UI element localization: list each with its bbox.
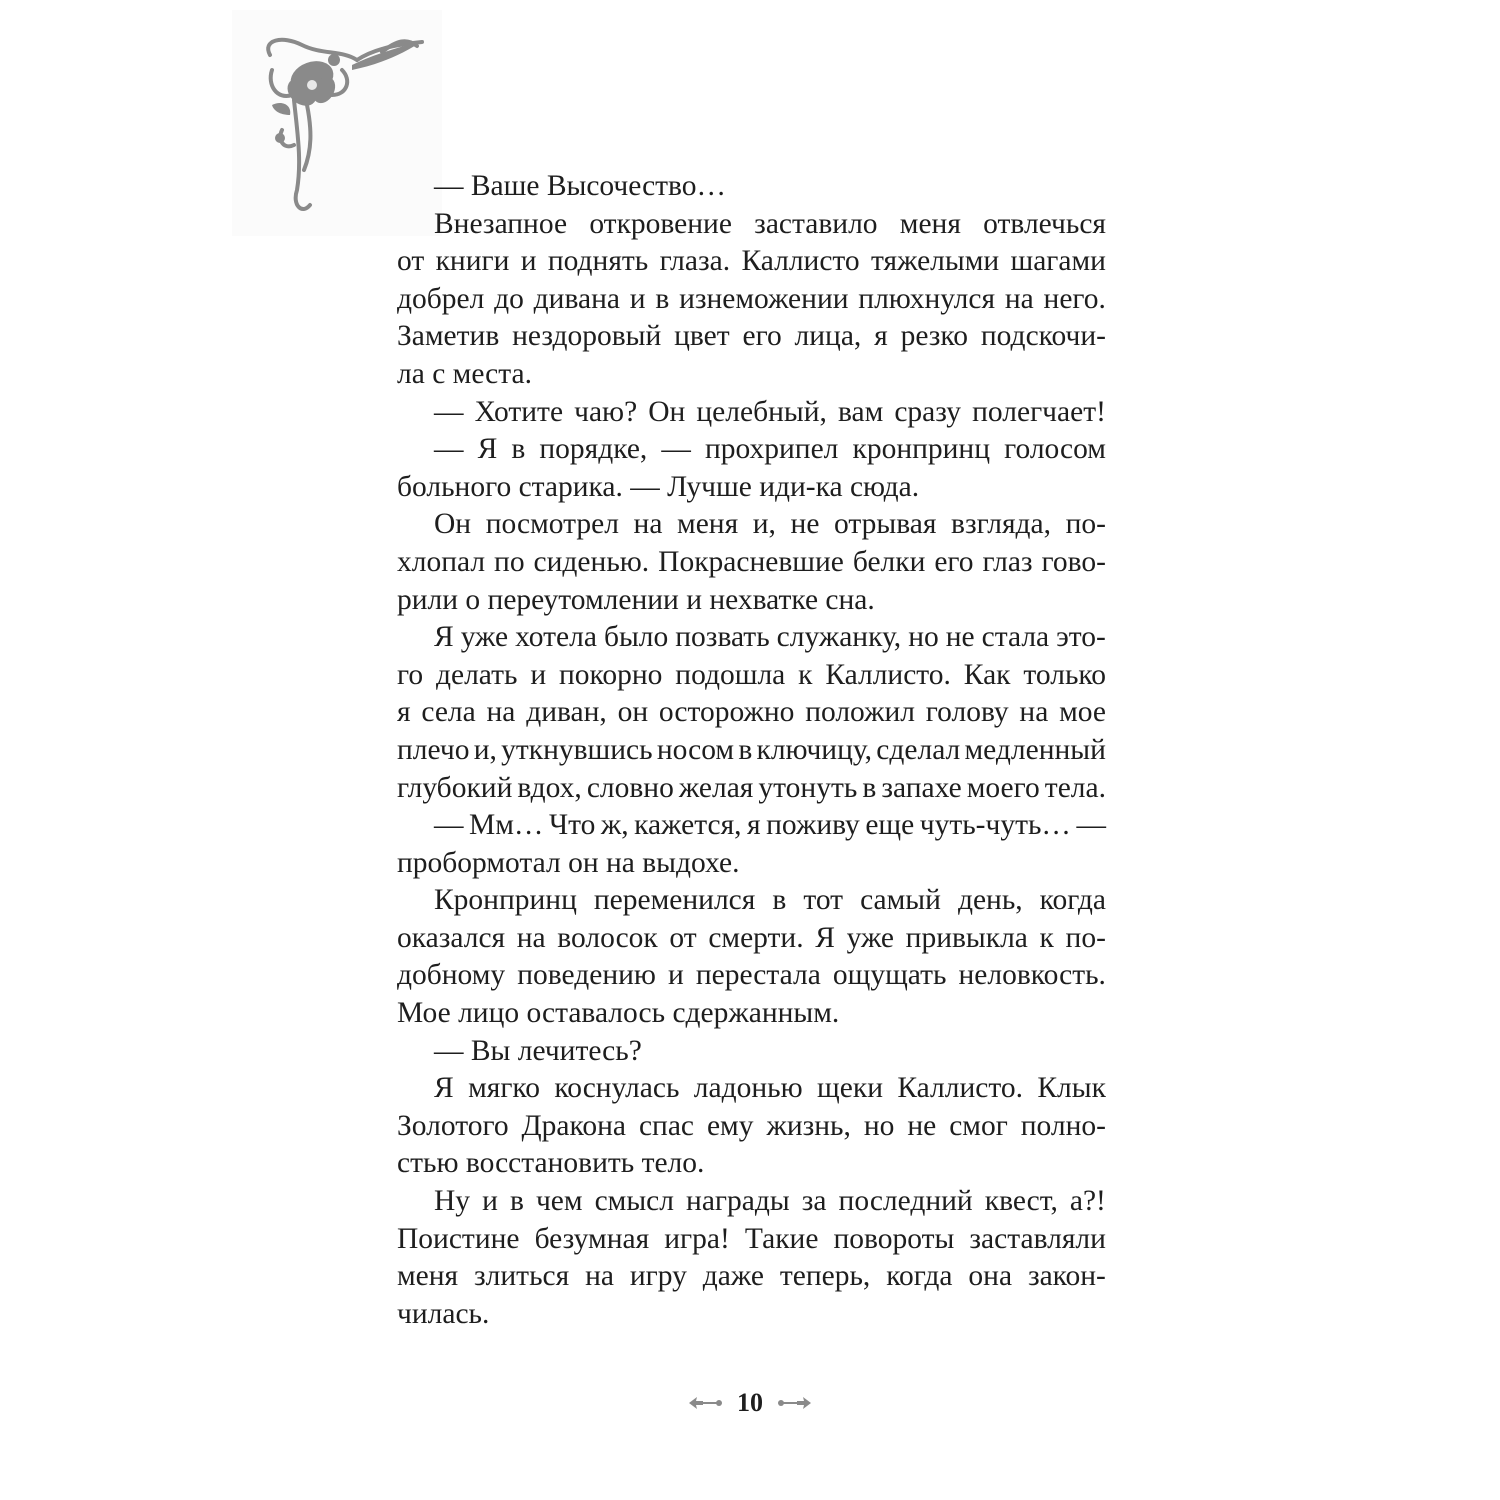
text-line	[397, 506, 1106, 544]
word: заставляли	[969, 1222, 1106, 1255]
word: го	[397, 658, 424, 691]
word: и	[629, 282, 646, 315]
word: на	[1019, 696, 1049, 729]
text-line	[397, 882, 1106, 920]
text-line	[397, 544, 1106, 582]
word: кронпринц	[852, 433, 991, 466]
text-line	[397, 1033, 1106, 1071]
word: от	[669, 921, 697, 954]
word: я	[397, 696, 411, 729]
word: словно	[586, 771, 674, 804]
word: злиться	[474, 1260, 570, 1293]
word: Заметив	[397, 320, 500, 353]
word: жизнь,	[766, 1109, 851, 1142]
word: она	[968, 1260, 1013, 1293]
word: по	[494, 545, 525, 578]
word: моего	[966, 771, 1040, 804]
word: белки	[852, 545, 926, 578]
word: чуть-чуть…	[919, 809, 1071, 842]
page-footer	[0, 1388, 1500, 1418]
word: полно-	[1020, 1109, 1106, 1142]
right-fleuron-icon	[775, 1393, 813, 1413]
word: ему	[706, 1109, 754, 1142]
text-line	[397, 582, 1106, 620]
word: добному	[397, 959, 506, 992]
text-line	[397, 1108, 1106, 1146]
word: к	[798, 658, 813, 691]
word: —	[1076, 809, 1106, 842]
word: вдох,	[517, 771, 582, 804]
word: и	[667, 959, 684, 992]
text-line	[397, 920, 1106, 958]
word: за	[801, 1185, 827, 1218]
word: переменился	[593, 884, 756, 917]
word: книги	[435, 245, 510, 278]
text-line	[397, 469, 1106, 507]
word: изнеможении	[679, 282, 849, 315]
word: когда	[886, 1260, 953, 1293]
word: осторожно	[658, 696, 795, 729]
word: в	[509, 1185, 524, 1218]
word: самый	[860, 884, 941, 917]
word: мягко	[468, 1072, 540, 1105]
word: волосок	[557, 921, 658, 954]
word: уже	[846, 921, 895, 954]
text-line	[397, 694, 1106, 732]
word: тот	[803, 884, 844, 917]
text-line	[397, 995, 1106, 1033]
word: Дракона	[521, 1109, 626, 1142]
word: в	[511, 433, 526, 466]
word: тяжелыми	[871, 245, 1000, 278]
word: взгляда,	[951, 508, 1051, 541]
line-text: ла с места.	[397, 357, 532, 390]
body-text	[397, 168, 1106, 1333]
word: Клык	[1037, 1072, 1106, 1105]
word: на	[1004, 282, 1034, 315]
text-line	[397, 619, 1106, 657]
word: и	[520, 245, 537, 278]
word: а?!	[1069, 1185, 1106, 1218]
word: подскочи-	[980, 320, 1106, 353]
word: смерти.	[708, 921, 804, 954]
word: добрел	[397, 282, 485, 315]
word: голову	[925, 696, 1009, 729]
text-line	[397, 243, 1106, 281]
word: Каллисто	[741, 245, 860, 278]
line-text: больного старика. — Лучше иди-ка сюда.	[397, 470, 920, 503]
word: села	[421, 696, 476, 729]
page-number: 10	[737, 1388, 763, 1417]
word: —	[434, 395, 464, 428]
word: заставило	[754, 207, 878, 240]
word: я	[747, 809, 761, 842]
line-text: чилась.	[397, 1297, 490, 1330]
word: даже	[702, 1260, 764, 1293]
text-line	[397, 356, 1106, 394]
word: смысл	[594, 1185, 674, 1218]
word: подошла	[675, 658, 786, 691]
word: резко	[900, 320, 969, 353]
word: Как	[963, 658, 1011, 691]
word: до	[494, 282, 524, 315]
text-line	[397, 168, 1106, 206]
word: в	[862, 771, 877, 804]
word: не	[907, 1109, 937, 1142]
word: и	[482, 1185, 498, 1218]
word: поведению	[517, 959, 656, 992]
word: в	[738, 733, 753, 766]
word: поднять	[547, 245, 649, 278]
word: стала	[981, 621, 1050, 654]
text-line	[397, 770, 1106, 808]
word: него.	[1043, 282, 1106, 315]
word: глубокий	[397, 771, 513, 804]
word: Он	[434, 508, 472, 541]
word: Что	[548, 809, 596, 842]
word: запахе	[881, 771, 962, 804]
word: на	[633, 508, 663, 541]
word: теперь,	[779, 1260, 871, 1293]
word: это-	[1056, 621, 1106, 654]
word: дивана	[533, 282, 620, 315]
word: тела.	[1044, 771, 1106, 804]
word: положил	[805, 696, 915, 729]
word: и	[530, 658, 547, 691]
word: он	[617, 696, 649, 729]
word: к	[1039, 921, 1054, 954]
text-line	[397, 431, 1106, 469]
word: чем	[535, 1185, 583, 1218]
word: покорно	[559, 658, 663, 691]
word: уже	[460, 621, 509, 654]
word: его	[934, 545, 974, 578]
word: последний	[838, 1185, 973, 1218]
left-fleuron-icon	[687, 1393, 725, 1413]
word: Он	[648, 395, 686, 428]
word: уткнувшись	[501, 733, 653, 766]
word: и,	[473, 733, 497, 766]
word: глаза.	[659, 245, 731, 278]
word: Каллисто.	[825, 658, 951, 691]
text-line	[397, 1145, 1106, 1183]
word: желая	[678, 771, 754, 804]
word: Я	[434, 1072, 454, 1105]
word: меня	[899, 207, 961, 240]
word: когда	[1039, 884, 1106, 917]
word: носом	[656, 733, 735, 766]
word: и,	[752, 508, 776, 541]
word: меня	[397, 1260, 459, 1293]
word: квест,	[984, 1185, 1058, 1218]
word: Ну	[434, 1185, 471, 1218]
word: —	[434, 433, 464, 466]
word: вам	[837, 395, 884, 428]
word: на	[486, 696, 516, 729]
text-line	[397, 206, 1106, 244]
word: откровение	[589, 207, 732, 240]
text-line	[397, 957, 1106, 995]
word: голосом	[1004, 433, 1106, 466]
word: ощущать	[832, 959, 947, 992]
word: на	[516, 921, 546, 954]
word: еще	[865, 809, 915, 842]
line-text: — Вы лечитесь?	[434, 1034, 642, 1067]
word: игра!	[664, 1222, 730, 1255]
word: щеки	[817, 1072, 883, 1105]
word: неловкость.	[958, 959, 1106, 992]
word: Внезапное	[434, 207, 568, 240]
text-line	[397, 394, 1106, 432]
word: хлопал	[397, 545, 486, 578]
word: Покрасневшие	[658, 545, 844, 578]
word: мое	[1059, 696, 1106, 729]
word: Такие	[744, 1222, 819, 1255]
text-line	[397, 657, 1106, 695]
word: служанку,	[776, 621, 902, 654]
word: привыкла	[905, 921, 1028, 954]
word: игру	[629, 1260, 687, 1293]
word: —	[434, 809, 464, 842]
word: но	[908, 621, 939, 654]
word: награды	[686, 1185, 790, 1218]
text-line	[397, 732, 1106, 770]
word: утонуть	[758, 771, 858, 804]
word: сразу	[894, 395, 962, 428]
word: Золотого	[397, 1109, 509, 1142]
word: от	[397, 245, 425, 278]
word: ж,	[600, 809, 629, 842]
word: сделал	[876, 733, 961, 766]
word: Я	[815, 921, 835, 954]
word: коснулась	[554, 1072, 680, 1105]
word: глаз	[982, 545, 1033, 578]
word: его	[742, 320, 782, 353]
text-line	[397, 281, 1106, 319]
word: было	[603, 621, 669, 654]
word: но	[863, 1109, 895, 1142]
word: гово-	[1041, 545, 1106, 578]
word: закон-	[1027, 1260, 1106, 1293]
text-line	[397, 1183, 1106, 1221]
word: в	[655, 282, 670, 315]
word: порядке,	[539, 433, 648, 466]
word: хотела	[515, 621, 597, 654]
word: отрывая	[834, 508, 937, 541]
word: в	[772, 884, 787, 917]
text-line	[397, 1221, 1106, 1259]
word: полегчает!	[972, 395, 1106, 428]
word: посмотрел	[485, 508, 619, 541]
word: цвет	[674, 320, 730, 353]
text-line	[397, 1258, 1106, 1296]
line-text: стью восстановить тело.	[397, 1147, 705, 1180]
word: целебный,	[696, 395, 827, 428]
word: по-	[1065, 508, 1106, 541]
text-line	[397, 1296, 1106, 1334]
word: Я	[434, 621, 454, 654]
word: Поистине	[397, 1222, 520, 1255]
line-text: пробормотал он на выдохе.	[397, 846, 740, 879]
word: безумная	[534, 1222, 650, 1255]
word: Мм…	[469, 809, 544, 842]
word: отвлечься	[983, 207, 1106, 240]
word: поживу	[766, 809, 860, 842]
word: чаю?	[574, 395, 638, 428]
word: на	[585, 1260, 614, 1293]
word: —	[661, 433, 691, 466]
text-line	[397, 845, 1106, 883]
word: только	[1023, 658, 1106, 691]
word: делать	[435, 658, 518, 691]
line-text: Мое лицо оставалось сдержанным.	[397, 997, 840, 1030]
word: ладонью	[693, 1072, 803, 1105]
text-line	[397, 318, 1106, 356]
word: прохрипел	[704, 433, 839, 466]
word: ключицу,	[756, 733, 873, 766]
word: не	[945, 621, 975, 654]
line-text: рили о переутомлении и нехватке сна.	[397, 583, 875, 616]
word: повороты	[833, 1222, 955, 1255]
word: позвать	[675, 621, 770, 654]
word: Я	[477, 433, 498, 466]
word: плюхнулся	[858, 282, 996, 315]
word: перестала	[695, 959, 821, 992]
word: по-	[1065, 921, 1106, 954]
word: лица,	[794, 320, 862, 353]
word: меня	[677, 508, 739, 541]
word: не	[790, 508, 820, 541]
word: шагами	[1010, 245, 1106, 278]
text-line	[397, 807, 1106, 845]
word: Каллисто.	[897, 1072, 1023, 1105]
word: оказался	[397, 921, 506, 954]
word: Хотите	[474, 395, 564, 428]
word: медленный	[964, 733, 1106, 766]
word: диван,	[526, 696, 607, 729]
word: плечо	[397, 733, 470, 766]
word: кажется,	[634, 809, 742, 842]
word: спас	[638, 1109, 695, 1142]
word: я	[874, 320, 888, 353]
line-text: — Ваше Высочество…	[434, 170, 727, 202]
word: нездоровый	[512, 320, 662, 353]
word: Кронпринц	[434, 884, 577, 917]
word: сиденью.	[533, 545, 650, 578]
word: день,	[957, 884, 1023, 917]
word: смог	[949, 1109, 1008, 1142]
text-line	[397, 1070, 1106, 1108]
